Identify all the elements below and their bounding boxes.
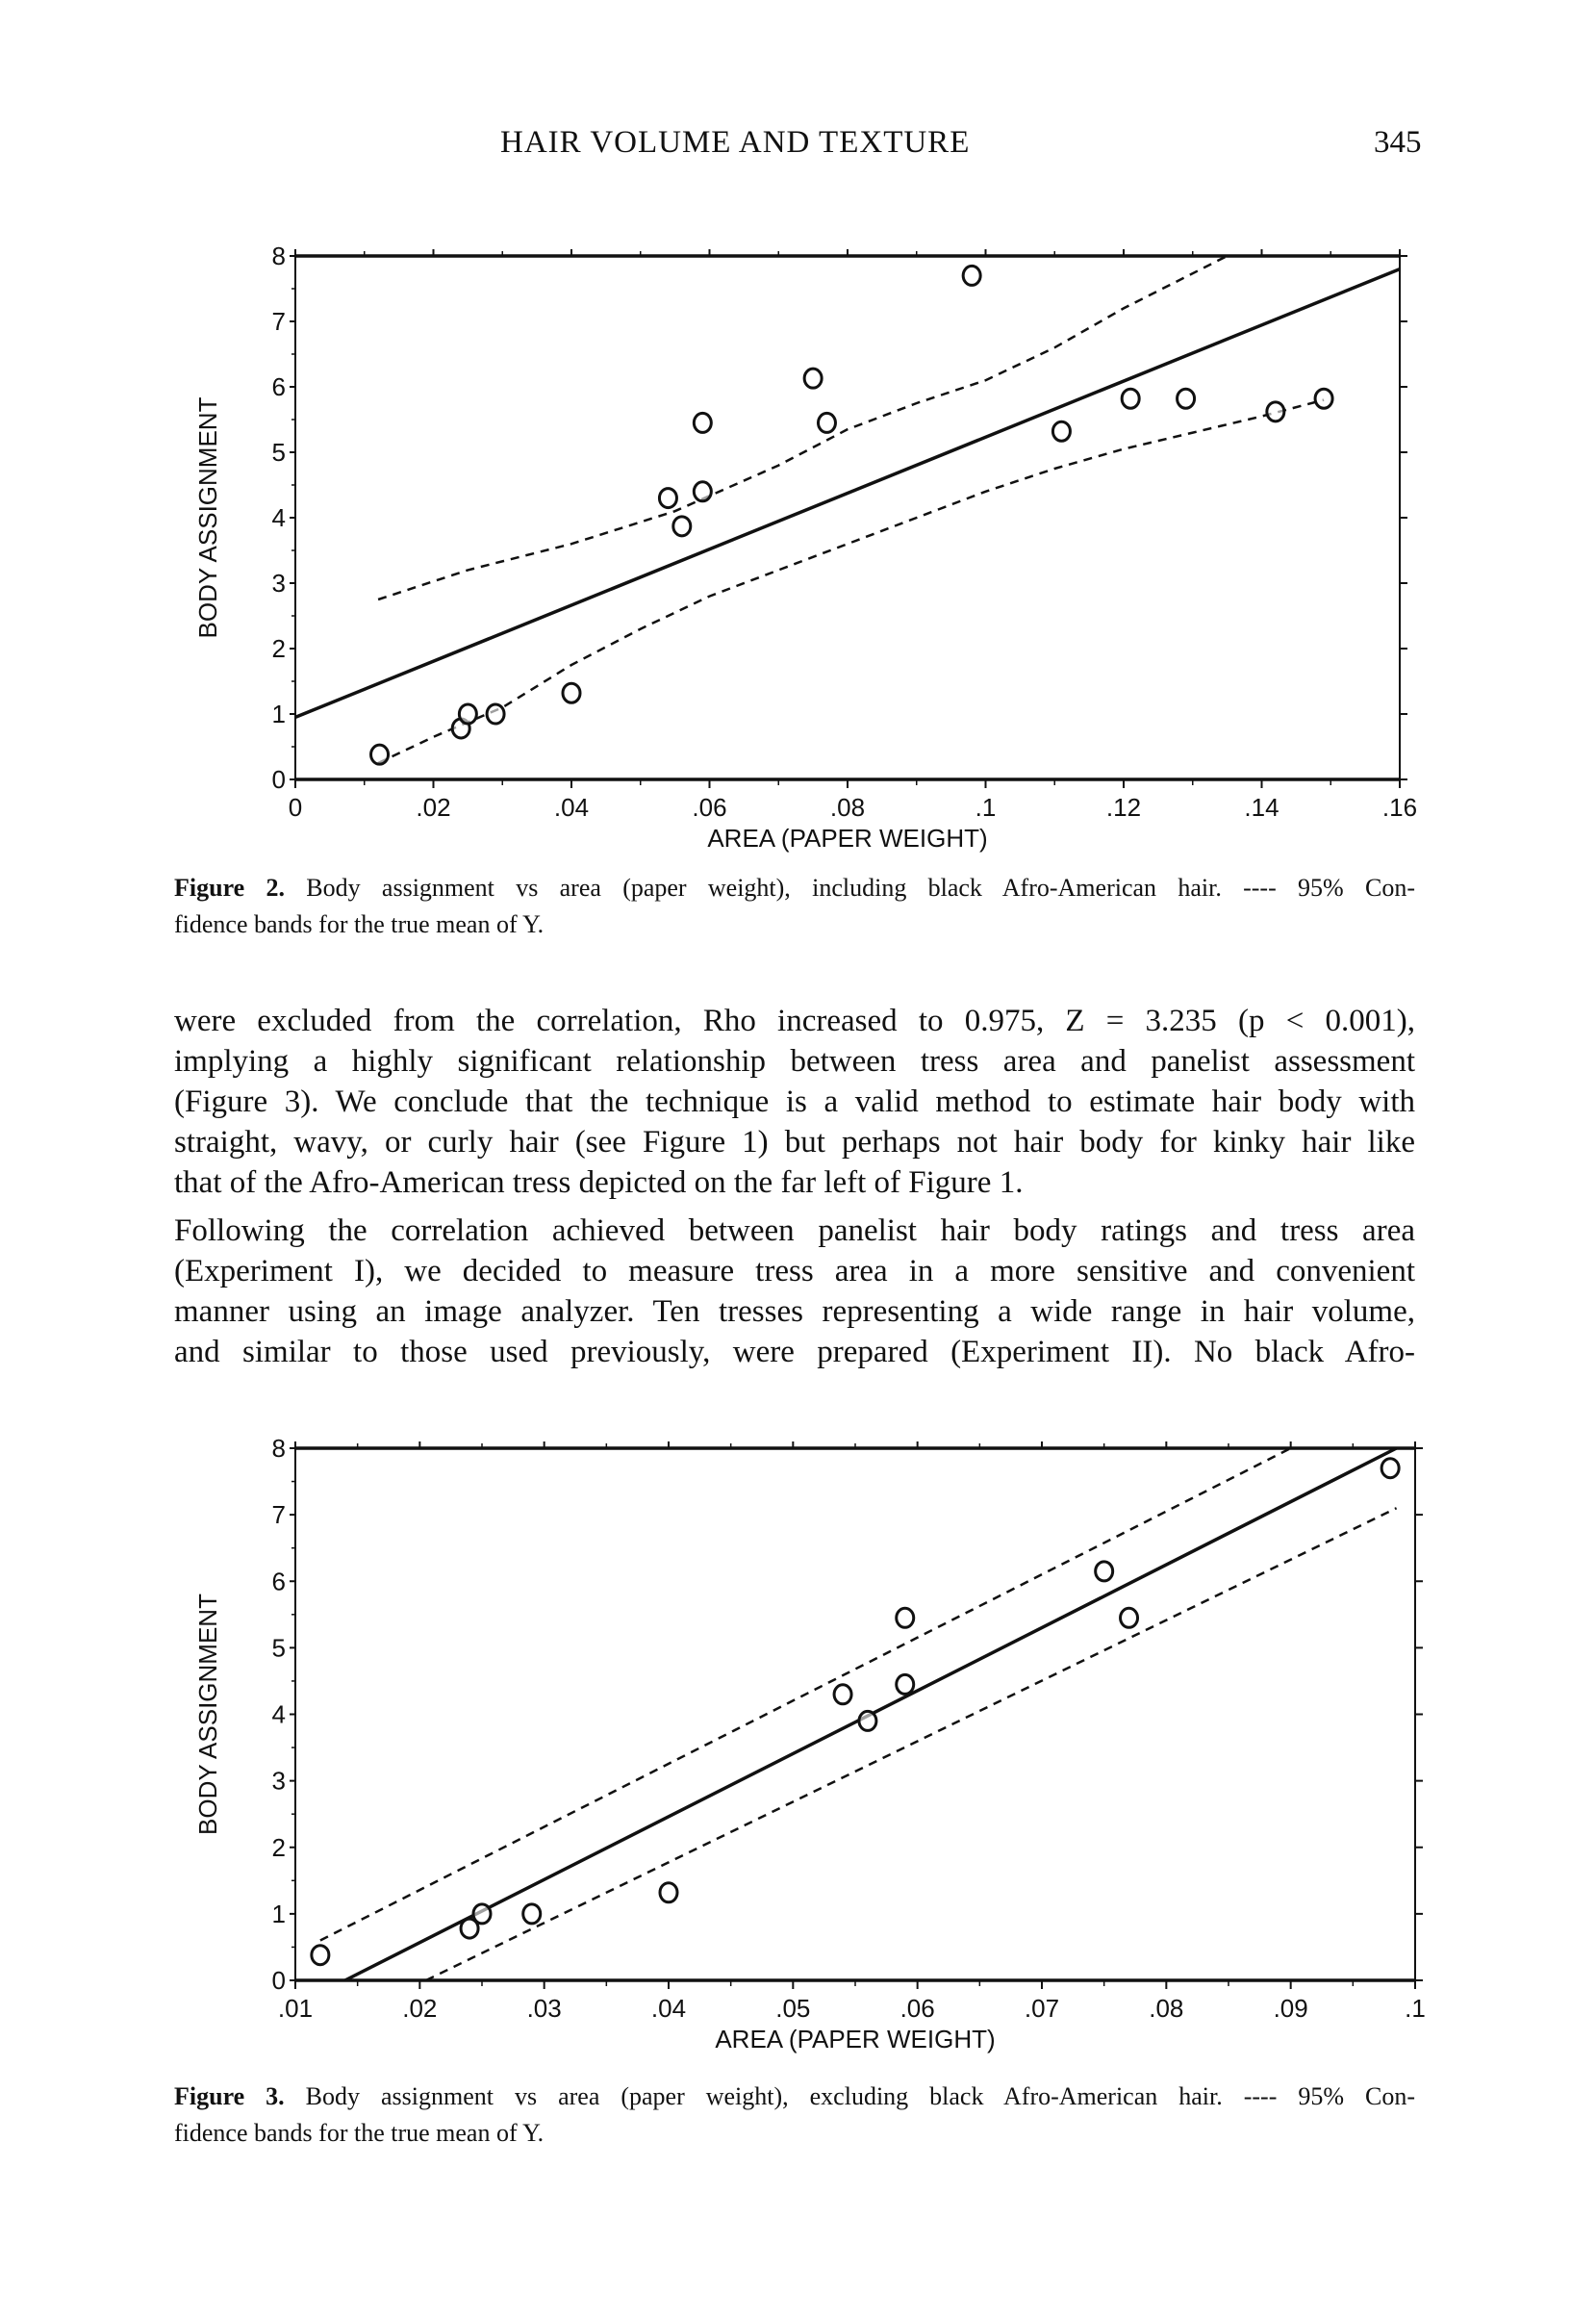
x-axis-label: AREA (PAPER WEIGHT): [715, 2025, 996, 2053]
x-tick-label: .08: [829, 793, 866, 822]
x-tick-label: .04: [650, 1994, 687, 2023]
y-tick-label: 0: [271, 1966, 286, 1995]
y-tick-label: 4: [271, 503, 286, 532]
x-tick-label: .08: [1149, 1994, 1184, 2023]
data-point: [834, 1685, 851, 1704]
data-point: [660, 1883, 677, 1902]
y-tick-label: 1: [271, 1899, 286, 1928]
text-line: that of the Afro-American tress depicted on the far left of Figure 1.: [174, 1165, 1024, 1200]
data-point: [1381, 1459, 1399, 1478]
x-tick-label: .12: [1105, 793, 1142, 822]
x-tick-label: .07: [1024, 1994, 1060, 2023]
y-tick-label: 7: [271, 307, 286, 336]
y-tick-label: 4: [271, 1699, 286, 1729]
caption-label: Figure 3.: [174, 2082, 285, 2110]
plot-frame: [295, 1448, 1415, 1980]
caption-label: Figure 2.: [174, 874, 285, 902]
text-line: Following the correlation achieved between panelist hair body ratings and tress area: [174, 1213, 1415, 1248]
y-tick-label: 6: [271, 1567, 286, 1596]
data-point: [897, 1674, 914, 1694]
data-point: [312, 1946, 329, 1965]
figure-3-caption: [174, 2079, 1415, 2152]
y-tick-label: 2: [271, 634, 286, 663]
y-tick-label: 3: [271, 1766, 286, 1796]
caption-text: Body assignment vs area (paper weight), including black Afro-American hair. ---- 95% Con-: [306, 874, 1415, 902]
text-line: implying a highly significant relationship between tress area and panelist assessment: [174, 1044, 1415, 1079]
data-point: [1121, 1608, 1138, 1627]
y-tick-label: 8: [271, 242, 286, 270]
x-tick-label: .02: [402, 1994, 438, 2023]
caption-text: fidence bands for the true mean of Y.: [174, 910, 545, 938]
x-tick-label: .06: [899, 1994, 935, 2023]
y-tick-label: 1: [271, 700, 286, 728]
y-axis-label: BODY ASSIGNMENT: [193, 1594, 222, 1835]
x-tick-label: 0: [288, 793, 303, 822]
x-axis-label: AREA (PAPER WEIGHT): [707, 824, 988, 853]
y-tick-label: 0: [271, 765, 286, 794]
lower-confidence-band: [426, 1508, 1397, 1980]
data-point: [1096, 1562, 1113, 1581]
text-line: manner using an image analyzer. Ten tresses representing a wide range in hair volume,: [174, 1294, 1415, 1329]
caption-text: Body assignment vs area (paper weight), excluding black Afro-American hair. ---- 95% Con-: [305, 2082, 1415, 2110]
x-tick-label: .1: [1405, 1994, 1426, 2023]
page-number: 345: [1374, 125, 1422, 160]
data-point: [859, 1711, 876, 1730]
y-tick-label: 5: [271, 438, 286, 467]
x-tick-label: .16: [1381, 793, 1418, 822]
x-tick-label: .03: [526, 1994, 562, 2023]
text-line: and similar to those used previously, were prepared (Experiment II). No black Afro-: [174, 1335, 1415, 1369]
y-tick-label: 2: [271, 1832, 286, 1862]
y-tick-label: 7: [271, 1500, 286, 1530]
text-line: (Experiment I), we decided to measure tress area in a more sensitive and convenient: [174, 1254, 1415, 1288]
y-tick-label: 8: [271, 1434, 286, 1463]
text-line: were excluded from the correlation, Rho increased to 0.975, Z = 3.235 (p < 0.001),: [174, 1004, 1415, 1038]
y-tick-label: 5: [271, 1633, 286, 1663]
text-line: straight, wavy, or curly hair (see Figure 1) but perhaps not hair body for kinky hair like: [174, 1125, 1415, 1160]
running-title: HAIR VOLUME AND TEXTURE: [500, 125, 971, 160]
x-tick-label: .1: [975, 793, 997, 822]
x-tick-label: .01: [277, 1994, 314, 2023]
x-tick-label: .09: [1273, 1994, 1308, 2023]
x-tick-label: .14: [1244, 793, 1279, 822]
data-point: [473, 1904, 491, 1924]
data-point: [523, 1904, 541, 1924]
text-line: (Figure 3). We conclude that the technique is a valid method to estimate hair body with: [174, 1084, 1415, 1119]
y-tick-label: 6: [271, 372, 286, 401]
x-tick-label: .05: [775, 1994, 811, 2023]
y-axis-label: BODY ASSIGNMENT: [193, 396, 222, 639]
upper-confidence-band: [320, 1448, 1291, 1941]
data-point: [897, 1608, 914, 1627]
x-tick-label: .06: [692, 793, 727, 822]
x-tick-label: .02: [416, 793, 451, 822]
caption-text: fidence bands for the true mean of Y.: [174, 2119, 545, 2147]
y-tick-label: 3: [271, 569, 286, 598]
x-tick-label: .04: [553, 793, 590, 822]
